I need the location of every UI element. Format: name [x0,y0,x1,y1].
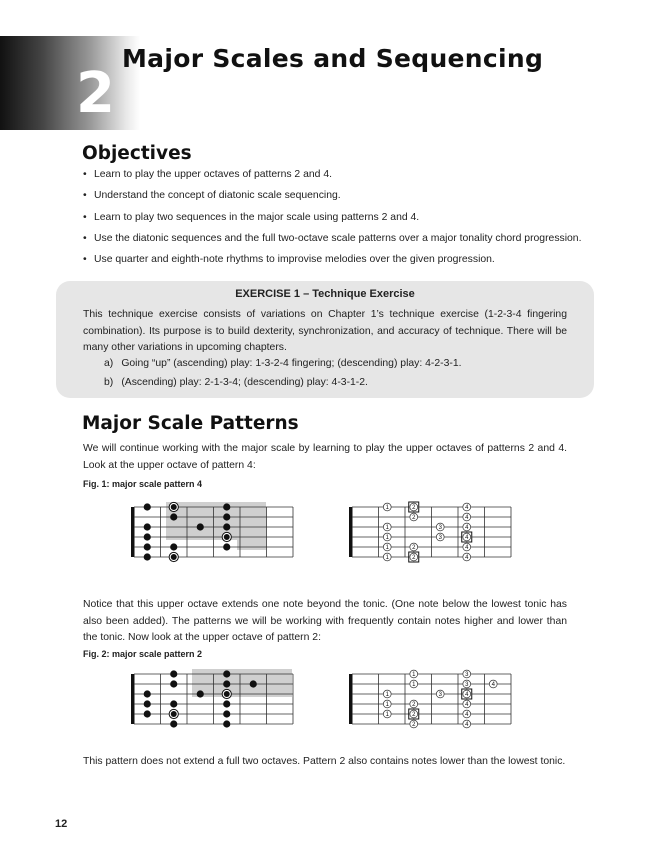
fig1-dot-diagram [131,502,293,562]
intro-paragraph: We will continue working with the major scale by learning to play the upper octaves of patterns 2 and 4. Look at the upper octave of pattern 4: [83,443,567,471]
note-dot [223,503,230,510]
fig2-finger-diagram [349,670,511,728]
note-dot [223,720,230,727]
fig1-label: Fig. 1: major scale pattern 4 [83,479,203,489]
tonic-dot [171,504,177,510]
finger-number: 1 [385,505,389,512]
note-dot [144,543,151,550]
note-dot [170,680,177,687]
fig2-nut [131,674,135,724]
finger-number: 3 [465,682,469,689]
note-dot [144,690,151,697]
objective-item: • Understand the concept of diatonic scale sequencing. [83,190,581,211]
fig1-finger-diagram [349,502,511,562]
exercise-title: EXERCISE 1 – Technique Exercise [235,288,415,300]
finger-number: 4 [465,525,469,532]
finger-number: 3 [438,692,442,699]
note-dot [144,553,151,560]
note-dot [223,700,230,707]
objective-item: • Use the diatonic sequences and the full two-octave scale patterns over a major tonality chord progression. [83,233,581,254]
note-dot [223,710,230,717]
finger-number: 4 [465,692,469,699]
finger-number: 1 [385,525,389,532]
note-dot [144,533,151,540]
note-dot [223,670,230,677]
chapter-title: Major Scales and Sequencing [122,44,544,73]
finger-number: 1 [385,545,389,552]
note-dot [144,700,151,707]
finger-number: 1 [385,712,389,719]
finger-number: 1 [385,702,389,709]
finger-number: 2 [412,702,416,709]
finger-number: 1 [385,555,389,562]
page-number: 12 [55,818,68,830]
finger-number: 1 [385,692,389,699]
finger-number: 1 [412,672,416,679]
finger-number: 4 [465,722,469,729]
note-dot [170,543,177,550]
tonic-dot [171,554,177,560]
scale-patterns-heading: Major Scale Patterns [82,413,299,434]
note-dot [144,503,151,510]
finger-number: 4 [465,505,469,512]
note-dot [170,720,177,727]
objective-item: • Use quarter and eighth-note rhythms to improvise melodies over the given progression. [83,254,581,275]
objective-item: • Learn to play two sequences in the major scale using patterns 2 and 4. [83,212,581,233]
note-dot [197,523,204,530]
finger-number: 4 [465,555,469,562]
finger-number: 2 [412,545,416,552]
finger-number: 2 [412,712,416,719]
fig1-finger-nut [349,507,353,557]
finger-number: 4 [465,702,469,709]
chapter-number: 2 [76,61,115,126]
finger-number: 4 [465,535,469,542]
middle-paragraph: Notice that this upper octave extends one note beyond the tonic. (One note below the lowest tonic has also been added). The patterns we will be working with frequently contain notes higher and lower than the tonic. Now look at the upper octave of pattern 2: [83,599,567,643]
finger-number: 1 [385,535,389,542]
finger-number: 2 [412,555,416,562]
tonic-dot [224,691,230,697]
fig1-highlight-low [237,521,266,550]
tonic-dot [224,534,230,540]
note-dot [170,513,177,520]
note-dot [223,543,230,550]
fig2-highlight-top [192,669,292,697]
note-dot [223,523,230,530]
finger-number: 2 [412,722,416,729]
finger-number: 4 [465,712,469,719]
fig2-label: Fig. 2: major scale pattern 2 [83,649,203,659]
finger-number: 2 [412,505,416,512]
finger-number: 4 [465,515,469,522]
finger-number: 4 [491,682,495,689]
tonic-dot [171,711,177,717]
objectives-heading: Objectives [82,143,192,164]
finger-number: 4 [465,545,469,552]
exercise-body: This technique exercise consists of variations on Chapter 1’s technique exercise (1-2-3-4 fingering combination). Its purpose is to build dexterity, synchronization, and accuracy of technique. There will be many other variations in upcoming chapters. [83,309,567,353]
exercise-item-b: b) (Ascending) play: 2-1-3-4; (descending) play: 4-3-1-2. [104,377,368,388]
fig1-nut [131,507,135,557]
note-dot [250,680,257,687]
finger-number: 3 [465,672,469,679]
note-dot [223,680,230,687]
finger-number: 2 [412,515,416,522]
note-dot [144,523,151,530]
note-dot [170,700,177,707]
closing-paragraph: This pattern does not extend a full two octaves. Pattern 2 also contains notes lower than the lowest tonic. [83,756,566,767]
finger-number: 3 [438,535,442,542]
note-dot [170,670,177,677]
fig2-dot-diagram [131,669,293,728]
objective-item: • Learn to play the upper octaves of patterns 2 and 4. [83,169,581,190]
exercise-item-a: a) Going “up” (ascending) play: 1-3-2-4 fingering; (descending) play: 4-2-3-1. [104,358,462,369]
note-dot [144,710,151,717]
finger-number: 3 [438,525,442,532]
fig2-finger-nut [349,674,353,724]
note-dot [223,513,230,520]
finger-number: 1 [412,682,416,689]
note-dot [197,690,204,697]
